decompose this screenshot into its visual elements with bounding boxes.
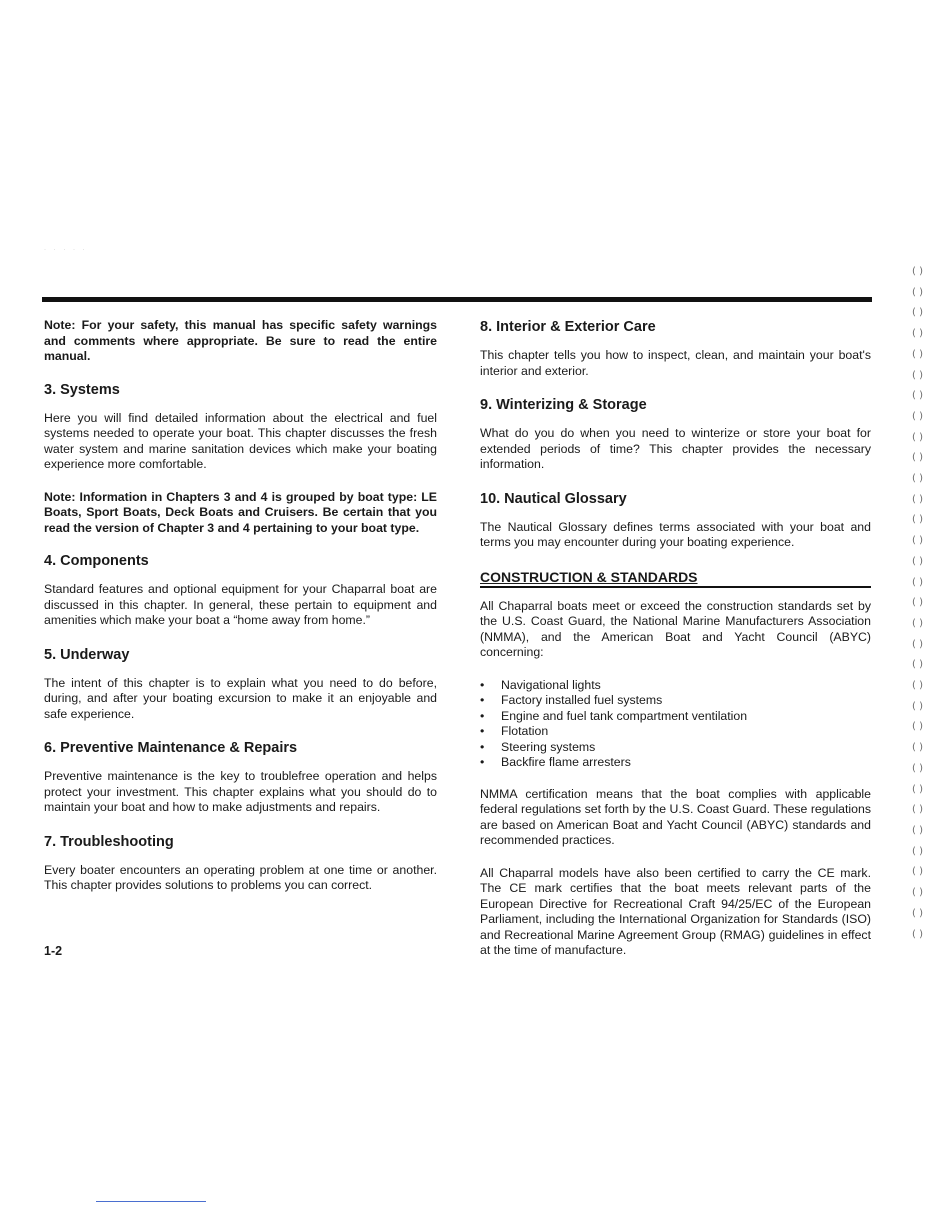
binder-mark: ( ) — [912, 555, 923, 567]
binder-mark: ( ) — [912, 928, 923, 940]
binder-mark: ( ) — [912, 535, 923, 547]
section-title-winterizing: 9. Winterizing & Storage — [480, 397, 647, 413]
binder-mark: ( ) — [912, 721, 923, 733]
binder-mark: ( ) — [912, 307, 923, 319]
list-item: • Backfire flame arresters — [480, 755, 871, 771]
binder-mark: ( ) — [912, 907, 923, 919]
binder-mark: ( ) — [912, 617, 923, 629]
section-body-underway: The intent of this chapter is to explain what you need to do before, during, and after your boating excursion to make it an enjoyable and safe experience. — [44, 675, 437, 721]
binder-mark: ( ) — [912, 390, 923, 402]
section-title-troubleshooting: 7. Troubleshooting — [44, 833, 174, 850]
section-title-systems: 3. Systems — [44, 381, 120, 398]
list-item: • Navigational lights — [480, 678, 871, 694]
binder-mark: ( ) — [912, 866, 923, 878]
binder-mark: ( ) — [912, 845, 923, 857]
binder-mark: ( ) — [912, 887, 923, 899]
construction-intro: All Chaparral boats meet or exceed the construction standards set by the U.S. Coast Guard, the National Marine Manufacturers Association (NMMA), and the American Boat and Yacht Council (ABYC) concerning: — [480, 598, 871, 659]
binder-mark: ( ) — [912, 286, 923, 298]
section-title-glossary: 10. Nautical Glossary — [480, 490, 627, 507]
section-body-systems: Here you will find detailed information about the electrical and fuel systems needed to operate your boat. This chapter discusses the fresh water system and marine sanitation devices which make your boating experience more comfortable. — [44, 410, 437, 471]
ce-paragraph: All Chaparral models have also been certified to carry the CE mark. The CE mark certifies that the boat meets relevant parts of the European Directive for Recreational Craft 94/25/EC of the European Parliament, including the International Organization for Standards (ISO) and Recreational Marine Agreement Group (RMAG) guidelines in effect at the time of manufacture. — [480, 865, 871, 957]
binder-mark: ( ) — [912, 597, 923, 609]
grouping-note: Note: Information in Chapters 3 and 4 is grouped by boat type: LE Boats, Sport Boats, Deck Boats and Cruisers. Be certain that you read the version of Chapter 3 and 4 pertaining to your boat type. — [44, 489, 437, 535]
binder-mark: ( ) — [912, 452, 923, 464]
section-body-components: Standard features and optional equipment for your Chaparral boat are discussed in this chapter. In general, these pertain to equipment and amenities which make your boat a “home away from home.” — [44, 582, 437, 627]
list-item: • Factory installed fuel systems — [480, 693, 871, 709]
binder-mark: ( ) — [912, 473, 923, 485]
scan-specks: · · · · · — [44, 247, 88, 253]
binder-mark: ( ) — [912, 762, 923, 774]
binder-mark: ( ) — [912, 659, 923, 671]
binder-mark: ( ) — [912, 783, 923, 795]
binder-mark: ( ) — [912, 824, 923, 836]
section-body-glossary: The Nautical Glossary defines terms associated with your boat and terms you may encounter during your boating experience. — [480, 519, 871, 549]
left-column — [44, 318, 437, 911]
binder-mark: ( ) — [912, 328, 923, 340]
binder-mark: ( ) — [912, 514, 923, 526]
binder-mark: ( ) — [912, 700, 923, 712]
binder-mark: ( ) — [912, 493, 923, 505]
binder-mark: ( ) — [912, 742, 923, 754]
list-item: • Steering systems — [480, 740, 871, 756]
section-title-care: 8. Interior & Exterior Care — [480, 319, 656, 335]
list-item: • Flotation — [480, 724, 871, 740]
binder-mark: ( ) — [912, 680, 923, 692]
right-column — [480, 318, 871, 976]
section-body-care: This chapter tells you how to inspect, clean, and maintain your boat's interior and exterior. — [480, 348, 871, 378]
binder-mark: ( ) — [912, 431, 923, 443]
list-item: • Engine and fuel tank compartment ventilation — [480, 709, 871, 725]
binder-mark: ( ) — [912, 804, 923, 816]
standards-list — [480, 678, 871, 771]
binder-mark: ( ) — [912, 410, 923, 422]
header-rule — [42, 297, 872, 302]
binder-mark: ( ) — [912, 348, 923, 360]
section-title-maintenance: 6. Preventive Maintenance & Repairs — [44, 740, 298, 756]
footer-blue-line — [96, 1201, 206, 1202]
section-body-winterizing: What do you do when you need to winterize or store your boat for extended periods of time? This chapter provides the necessary information. — [480, 426, 871, 471]
binder-hole-marks — [912, 262, 932, 945]
nmma-paragraph: NMMA certification means that the boat complies with applicable federal regulations set forth by the U.S. Coast Guard. These regulations are based on American Boat and Yacht Council (ABYC) standards and recommended practices. — [480, 786, 871, 847]
page-number: 1-2 — [44, 944, 63, 958]
binder-mark: ( ) — [912, 638, 923, 650]
binder-mark: ( ) — [912, 576, 923, 588]
binder-mark: ( ) — [912, 369, 923, 381]
binder-mark: ( ) — [912, 266, 923, 277]
section-body-maintenance: Preventive maintenance is the key to troublefree operation and helps protect your investment. This chapter explains what you should do to maintain your boat and how to make adjustments and repairs. — [44, 769, 437, 814]
section-title-components: 4. Components — [44, 553, 149, 569]
safety-note: Note: For your safety, this manual has specific safety warnings and comments where appropriate. Be sure to read the entire manual. — [44, 318, 437, 363]
construction-heading: CONSTRUCTION & STANDARDS — [480, 568, 871, 588]
section-body-troubleshooting: Every boater encounters an operating problem at one time or another. This chapter provides solutions to problems you can correct. — [44, 862, 437, 892]
section-title-underway: 5. Underway — [44, 646, 130, 663]
